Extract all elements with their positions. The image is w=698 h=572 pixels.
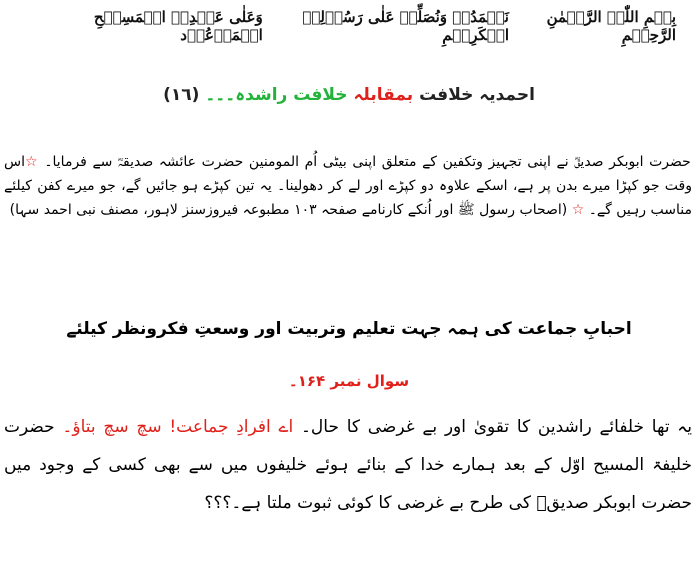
basmala-header	[0, 8, 698, 44]
basmala-middle: نَحۡمَدُہٗ وَنُصَلِّیۡ عَلٰی رَسُوۡلِہِ الۡکَرِیۡمِ	[302, 8, 509, 44]
basmala-right: بِسۡمِ اللّٰہِ الرَّحۡمٰنِ الرَّحِیۡمِ	[546, 8, 676, 44]
title-red-part: بمقابلہ	[353, 85, 414, 105]
quote-reference: (اصحاب رسول ﷺ اور اُنکے کارنامے صفحہ ۱۰۳ مطبوعہ فیروزسنز لاہور، مصنف نبی احمد سہا)	[9, 202, 568, 218]
star-open-icon: ☆	[24, 154, 39, 170]
title-dark-part: احمدیہ خلافت	[419, 85, 535, 105]
page-title	[0, 84, 698, 110]
title-green-part: خلافت راشدہ۔۔۔	[205, 85, 348, 105]
section-heading: احبابِ جماعت کی ہمہ جہت تعلیم وتربیت اور وسعتِ فکرونظر کیلئے	[66, 319, 632, 339]
star-close-icon: ☆	[571, 202, 585, 218]
question-part2: حضرت خلیفۃ المسیح اوّل کے بعد ہمارے خدا کے بنائے ہوئے خلیفوں میں سے بھی کسی کے وجود میں حضرت ابوبکر صدیقؓ کی طرح بے غرضی کا کوئی ثبوت ملتا ہے۔؟؟؟	[4, 417, 692, 513]
basmala-left: وَعَلٰی عَبۡدِہِ الۡمَسِیۡحِ الۡمَوۡعُوۡد	[93, 8, 263, 44]
question-paragraph	[0, 408, 698, 568]
quote-body: اس وقت جو کپڑا میرے بدن پر ہے، اسکے علاوہ دو کپڑے اور لے کر دھولینا۔ یہ تین کپڑے ہو جائیں گے، جو میرے کفن کیلئے مناسب رہیں گے۔	[4, 154, 692, 218]
question-number: سوال نمبر ۱۶۴۔	[288, 372, 410, 390]
question-part1: یہ تھا خلفائے راشدین کا تقویٰ اور بے غرضی کا حال۔	[300, 417, 693, 437]
quote-paragraph	[0, 150, 698, 248]
question-red-part: اے افرادِ جماعت! سچ سچ بتاؤ۔	[62, 417, 294, 437]
quote-intro: حضرت ابوبکر صدیقؓ نے اپنی تجہیز وتکفین کے متعلق اپنی بیٹی اُم المومنین حضرت عائشہ صدیقہؓ سے فرمایا۔	[44, 154, 691, 170]
title-number: (١٦)	[163, 85, 200, 105]
